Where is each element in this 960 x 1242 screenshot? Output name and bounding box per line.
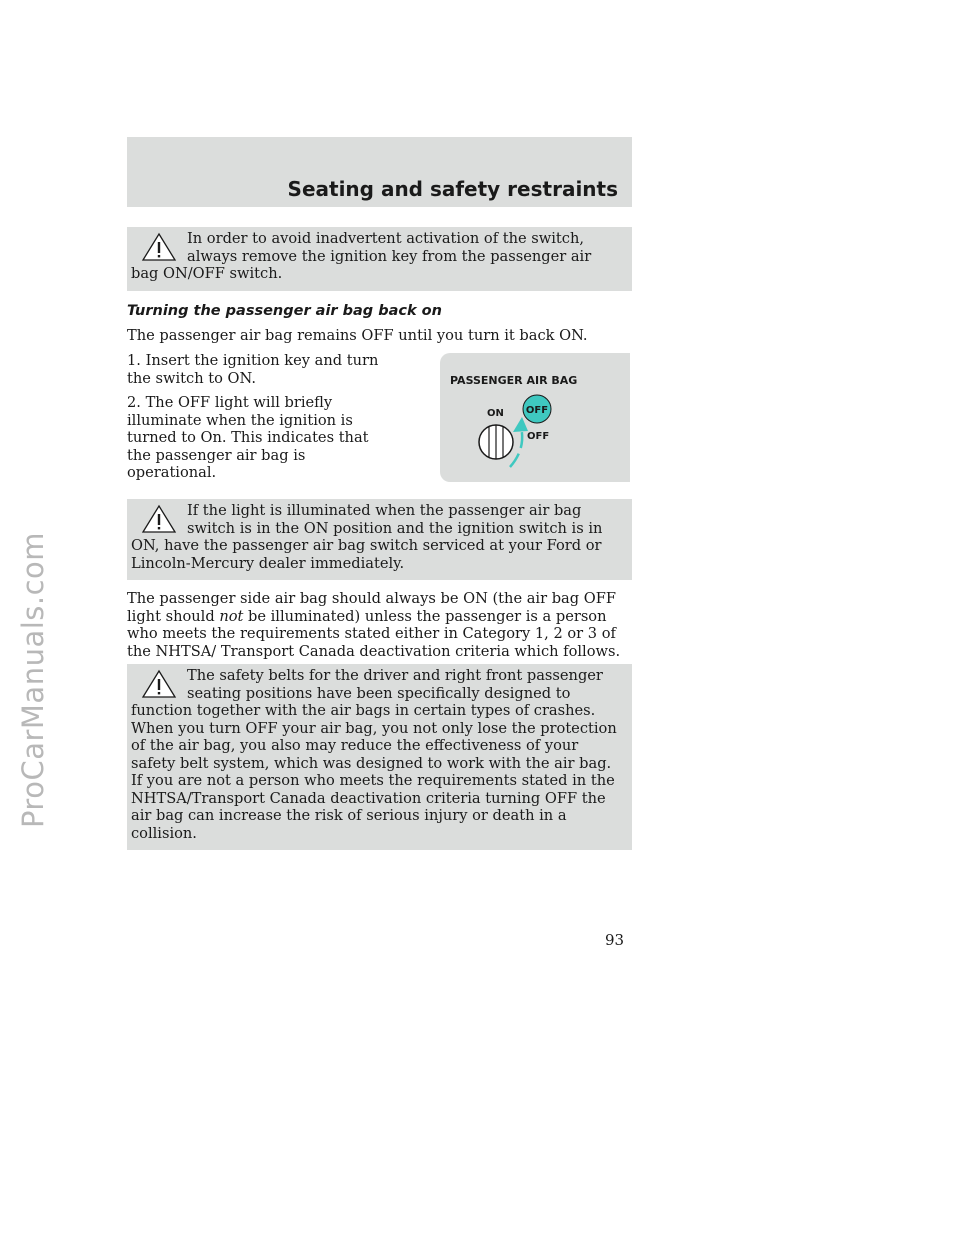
paragraph-part: be illuminated) unless the passenger is a person who meets the requirements stated either in Category 1, 2 or 3 of the NHTSA/ Transport Canada deactivation criteria which follows. — [127, 607, 621, 660]
warning-box — [127, 499, 632, 580]
figure-label: PASSENGER AIR BAG — [450, 374, 578, 387]
page-header — [127, 137, 632, 207]
figure-off-label: OFF — [527, 431, 550, 442]
paragraph-part: The passenger side air bag should always be ON (the air bag OFF light should — [127, 590, 616, 625]
switch-drawing — [440, 353, 630, 482]
warning-box — [127, 664, 632, 850]
warning-text: If the light is illuminated when the passenger air bag switch is in the ON position and the ignition switch is in ON, have the passenger air bag switch serviced at your Ford or Lincoln-Mercury dealer immediately. — [131, 502, 603, 572]
page-title: Seating and safety restraints — [287, 177, 618, 201]
step-2: 2. The OFF light will briefly illuminate when the ignition is turned to On. This indicates that the passenger air bag is operational. — [127, 394, 369, 481]
airbag-switch-figure — [440, 353, 630, 482]
off-lamp-text: OFF — [525, 405, 549, 416]
watermark — [8, 330, 58, 1030]
watermark-text: ProCarManuals.com — [16, 531, 50, 829]
figure-on-label: ON — [487, 408, 504, 419]
warning-icon — [141, 232, 177, 262]
warning-text: In order to avoid inadvertent activation of the switch, always remove the ignition key from the passenger air bag ON/OFF switch. — [131, 230, 592, 282]
warning-box — [127, 227, 632, 291]
warning-icon — [141, 504, 177, 534]
section-heading: Turning the passenger air bag back on — [127, 303, 442, 319]
step-1: 1. Insert the ignition key and turn the switch to ON. — [127, 352, 379, 387]
page-number: 93 — [605, 931, 625, 949]
warning-icon — [141, 669, 177, 699]
paragraph-emphasis: not — [219, 607, 244, 625]
intro-text: The passenger air bag remains OFF until you turn it back ON. — [127, 327, 588, 344]
body-paragraph — [127, 590, 632, 660]
warning-text: The safety belts for the driver and right front passenger seating positions have been specifically designed to function together with the air bags in certain types of crashes. When you turn OFF your air bag, you not only lose the protection of the air bag, you also may reduce the effectiveness of your safety belt system, which was designed to work with the air bag. If you are not a person who meets the requirements stated in the NHTSA/Transport Canada deactivation criteria turning OFF the air bag can increase the risk of serious injury or death in a collision. — [131, 667, 617, 842]
